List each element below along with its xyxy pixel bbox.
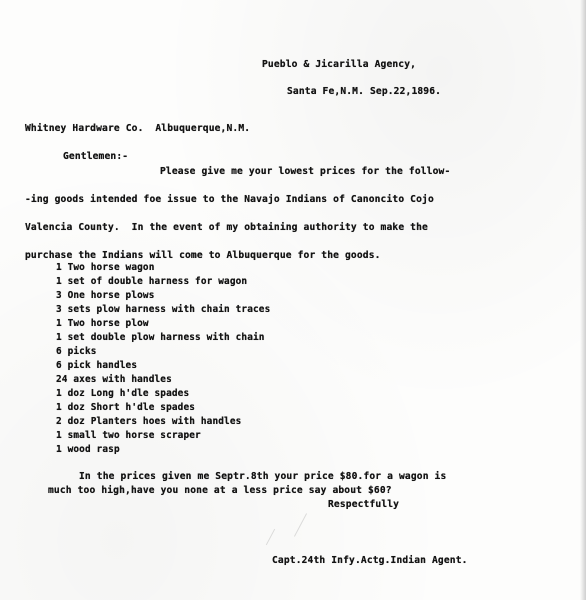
addressee: Whitney Hardware Co. Albuquerque,N.M. [25,123,251,134]
list-item: 6 picks [56,346,97,357]
salutation: Gentlemen:- [63,151,129,162]
list-item: 1 set double plow harness with chain [56,332,265,343]
list-item: 1 small two horse scraper [56,430,201,441]
list-item: 24 axes with handles [56,374,172,385]
list-item: 1 doz Short h'dle spades [56,402,196,413]
signature-title: Capt.24th Infy.Actg.Indian Agent. [272,555,468,566]
list-item: 1 set of double harness for wagon [56,276,248,287]
list-item: 1 wood rasp [56,444,120,455]
list-item: 1 Two horse plow [56,318,149,329]
closing-line-2: much too high,have you none at a less price say about $60? [48,485,392,496]
list-item: 2 doz Planters hoes with handles [56,416,242,427]
list-item: 6 pick handles [56,360,138,371]
list-item: 1 Two horse wagon [56,262,155,273]
letterhead-place-date: Santa Fe,N.M. Sep.22,1896. [287,86,442,97]
body-line-2: -ing goods intended foe issue to the Navajo Indians of Canoncito Cojo [25,194,434,205]
list-item: 1 doz Long h'dle spades [56,388,190,399]
list-item: 3 sets plow harness with chain traces [56,304,271,315]
closing-line-1: In the prices given me Septr.8th your price $80.for a wagon is [79,471,447,482]
body-line-1: Please give me your lowest prices for the follow- [160,166,451,177]
list-item: 3 One horse plows [56,290,155,301]
faint-pencil-mark [294,513,307,536]
valediction: Respectfully [328,499,400,510]
letterhead-agency: Pueblo & Jicarilla Agency, [262,59,417,70]
faint-pencil-mark [266,529,275,545]
body-line-4: purchase the Indians will come to Albuquerque for the goods. [25,250,381,261]
page-edge-shadow [580,0,586,600]
body-line-3: Valencia County. In the event of my obtaining authority to make the [25,222,428,233]
